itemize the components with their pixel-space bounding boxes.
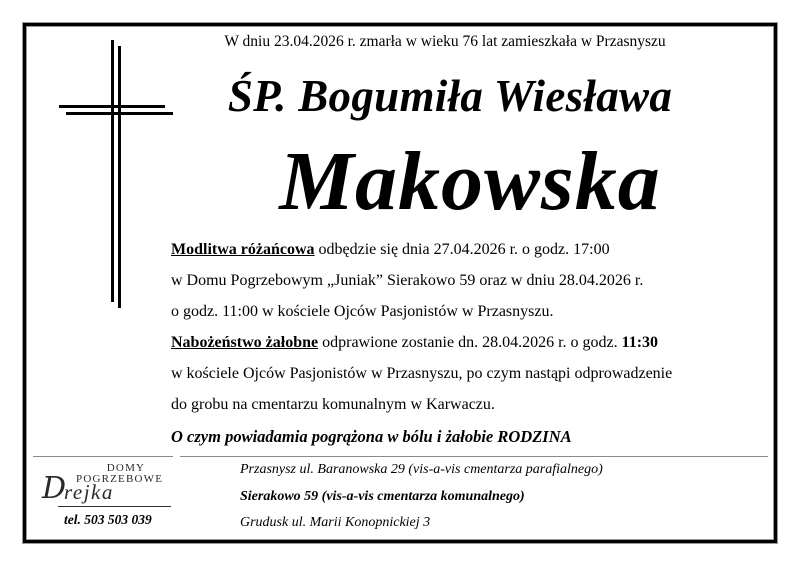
logo-line-domy: DOMY	[106, 462, 146, 474]
address-grudusk: Grudusk ul. Marii Konopnickiej 3	[240, 515, 431, 530]
deceased-title-name: ŚP. Bogumiła Wiesława	[227, 71, 673, 121]
address-sierakowo: Sierakowo 59 (vis-a-vis cmentarza komunalnego)	[240, 489, 525, 504]
address-przasnysz: Przasnysz ul. Baranowska 29 (vis-a-vis cmentarza parafialnego)	[240, 462, 603, 477]
logo-name: rejka	[64, 480, 114, 504]
funeral-line-3: do grobu na cmentarzu komunalnym w Karwaczu.	[171, 396, 495, 413]
funeral-line-2: w kościele Ojców Pasjonistów w Przasnyszu, po czym nastąpi odprowadzenie	[171, 365, 673, 382]
footer-divider-left	[33, 456, 173, 457]
funeral-line-1	[171, 334, 658, 352]
rosary-details: odbędzie się dnia 27.04.2026 r. o godz. 17:00	[314, 241, 610, 258]
deceased-surname: Makowska	[279, 135, 661, 228]
rosary-line-3: o godz. 11:00 w kościele Ojców Pasjonistów w Przasnyszu.	[171, 303, 554, 320]
death-announcement-intro: W dniu 23.04.2026 r. zmarła w wieku 76 lat zamieszkała w Przasnyszu	[224, 33, 666, 50]
rosary-label: Modlitwa różańcowa	[171, 241, 315, 258]
footer-divider-right	[180, 456, 768, 457]
funeral-details: odprawione zostanie dn. 28.04.2026 r. o godz.	[318, 334, 622, 351]
cross-monogram-icon: D	[42, 471, 67, 506]
family-closing-line: O czym powiadamia pogrążona w bólu i żałobie RODZINA	[171, 427, 572, 446]
funeral-label: Nabożeństwo żałobne	[171, 334, 319, 351]
funeral-time: 11:30	[621, 334, 659, 351]
rosary-line-2: w Domu Pogrzebowym „Juniak” Sierakowo 59 oraz w dniu 28.04.2026 r.	[171, 272, 644, 289]
rosary-line-1	[171, 241, 610, 259]
logo-underline	[58, 506, 171, 507]
logo-line-pogrzebowe: POGRZEBOWE	[76, 473, 164, 485]
funeral-home-phone: tel. 503 503 039	[64, 512, 152, 527]
